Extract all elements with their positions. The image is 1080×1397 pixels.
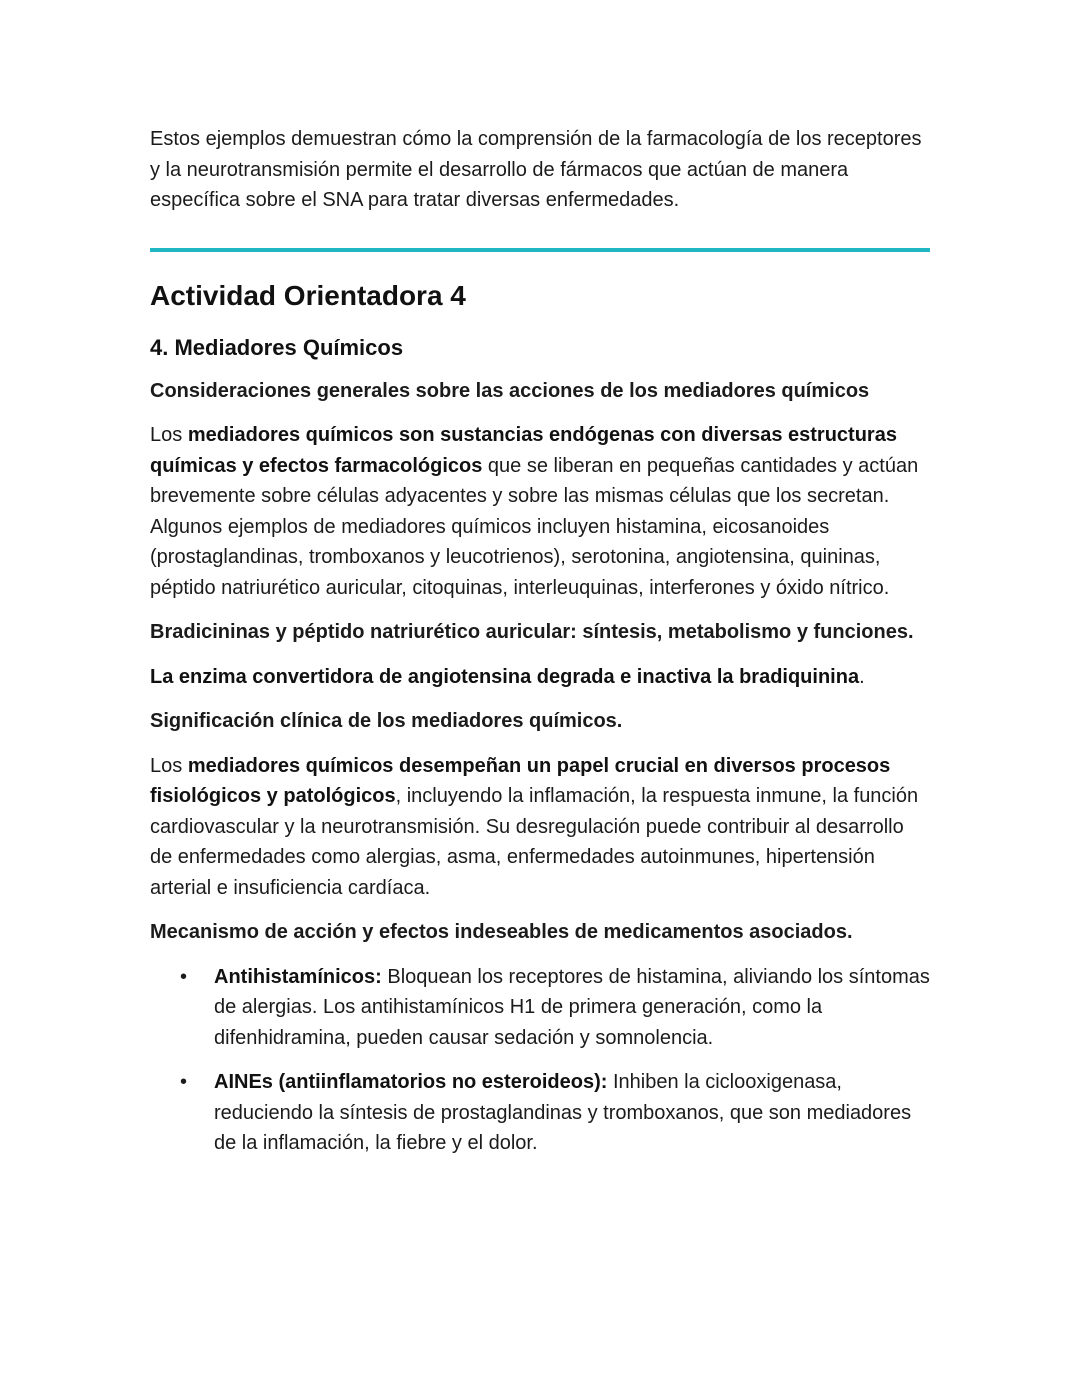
para-bold-text: La enzima convertidora de angiotensina degrada e inactiva la bradiquinina — [150, 665, 860, 688]
list-item-term: AINEs (antiinflamatorios no esteroideos): — [214, 1071, 608, 1093]
document-content — [150, 124, 930, 1173]
clinical-significance-paragraph — [150, 751, 930, 904]
para-text: . — [859, 665, 865, 688]
list-item-term: Antihistamínicos: — [214, 965, 382, 988]
section-title: 4. Mediadores Químicos — [150, 334, 404, 360]
para-bold-text: mediadores químicos desempeñan un papel crucial en diversos procesos fisiológicos y patológicos — [150, 754, 891, 807]
clinical-significance-title: Significación clínica de los mediadores químicos. — [150, 710, 623, 732]
bradykinin-title: Bradicininas y péptido natriurético auricular: síntesis, metabolismo y funciones. — [150, 621, 914, 643]
para-text: Los — [150, 754, 188, 777]
bullet-icon: • — [180, 1071, 188, 1093]
activity-heading: Actividad Orientadora 4 — [150, 279, 466, 311]
list-item — [150, 962, 930, 1054]
mechanism-title: Mecanismo de acción y efectos indeseables de medicamentos asociados. — [150, 921, 853, 943]
para-text: que se liberan en pequeñas cantidades y actúan brevemente sobre células adyacentes y sobre las mismas células que los secretan. Algunos ejemplos de mediadores químicos incluyen histamina, eicosanoides (prostaglandinas, tromboxanos y leucotrienos), serotonina, angiotensina, quininas, péptido natriurético auricular, citoquinas, interleuquinas, interferones y óxido nítrico. — [150, 454, 919, 599]
para-text: Los — [150, 424, 188, 446]
general-considerations-title: Consideraciones generales sobre las acciones de los mediadores químicos — [150, 379, 870, 402]
bullet-icon: • — [180, 965, 188, 988]
list-item-text: Inhiben la ciclooxigenasa, reduciendo la síntesis de prostaglandinas y tromboxanos, que son mediadores de la inflamación, la fiebre y el dolor. — [214, 1071, 912, 1154]
para-text: , incluyendo la inflamación, la respuesta inmune, la función cardiovascular y la neurotransmisión. Su desregulación puede contribuir al desarrollo de enfermedades como alergias, asma, enfermedades autoinmunes, hipertensión arterial e insuficiencia cardíaca. — [150, 785, 919, 899]
drug-list — [150, 962, 930, 1159]
list-item — [150, 1067, 930, 1159]
general-considerations-paragraph — [150, 420, 930, 603]
intro-paragraph: Estos ejemplos demuestran cómo la comprensión de la farmacología de los receptores y la neurotransmisión permite el desarrollo de fármacos que actúan de manera específica sobre el SNA para tratar diversas enfermedades. — [150, 128, 922, 211]
para-bold-text: mediadores químicos son sustancias endógenas con diversas estructuras químicas y efectos farmacológicos — [150, 424, 897, 477]
enzyme-statement — [150, 662, 930, 693]
list-item-text: Bloquean los receptores de histamina, aliviando los síntomas de alergias. Los antihistamínicos H1 de primera generación, como la difenhidramina, pueden causar sedación y somnolencia. — [214, 965, 930, 1049]
section-divider — [150, 248, 930, 252]
